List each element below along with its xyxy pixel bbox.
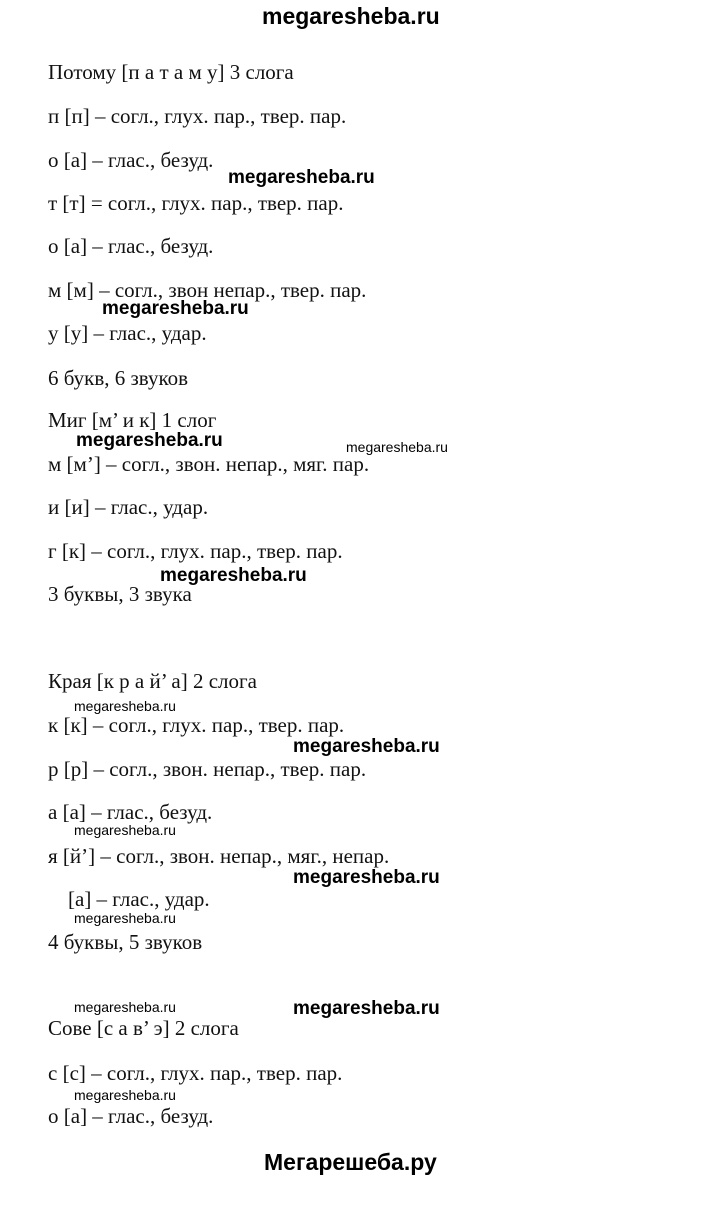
watermark: megaresheba.ru	[160, 565, 307, 586]
summary-line: 3 буквы, 3 звука	[48, 582, 192, 606]
sound-line: о [а] – глас., безуд.	[48, 1104, 214, 1128]
summary-line: 6 букв, 6 звуков	[48, 366, 189, 390]
sound-line: а [а] – глас., безуд.	[48, 800, 213, 824]
watermark: megaresheba.ru	[102, 298, 249, 319]
watermark: megaresheba.ru	[293, 867, 440, 888]
sound-line: я [й’] – согл., звон. непар., мяг., непар.	[48, 844, 390, 868]
sound-line: м [м] – согл., звон непар., твер. пар.	[48, 278, 367, 302]
watermark: megaresheba.ru	[293, 736, 440, 757]
word-header-potomu: Потому [п а т а м у] 3 слога	[48, 60, 294, 84]
sound-line: т [т] = согл., глух. пар., твер. пар.	[48, 191, 344, 215]
watermark: megaresheba.ru	[346, 439, 448, 455]
watermark: megaresheba.ru	[74, 698, 176, 714]
header-watermark: megaresheba.ru	[262, 3, 440, 29]
watermark: megaresheba.ru	[74, 822, 176, 838]
watermark: megaresheba.ru	[293, 998, 440, 1019]
sound-line: о [а] – глас., безуд.	[48, 148, 214, 172]
watermark: megaresheba.ru	[74, 999, 176, 1015]
footer-watermark: Мегарешеба.ру	[264, 1149, 437, 1175]
sound-line: [а] – глас., удар.	[68, 887, 210, 911]
sound-line: р [р] – согл., звон. непар., твер. пар.	[48, 757, 367, 781]
watermark: megaresheba.ru	[74, 1087, 176, 1103]
word-header-sove: Сове [с а в’ э] 2 слога	[48, 1016, 239, 1040]
summary-line: 4 буквы, 5 звуков	[48, 930, 203, 954]
sound-line: с [с] – согл., глух. пар., твер. пар.	[48, 1061, 343, 1085]
watermark: megaresheba.ru	[74, 910, 176, 926]
sound-line: м [м’] – согл., звон. непар., мяг. пар.	[48, 452, 370, 476]
sound-line: у [у] – глас., удар.	[48, 321, 207, 345]
watermark: megaresheba.ru	[228, 167, 375, 188]
sound-line: к [к] – согл., глух. пар., твер. пар.	[48, 713, 345, 737]
watermark: megaresheba.ru	[76, 430, 223, 451]
word-header-kraya: Края [к р а й’ а] 2 слога	[48, 669, 257, 693]
sound-line: и [и] – глас., удар.	[48, 495, 209, 519]
sound-line: п [п] – согл., глух. пар., твер. пар.	[48, 104, 347, 128]
word-header-mig: Миг [м’ и к] 1 слог	[48, 408, 217, 432]
sound-line: о [а] – глас., безуд.	[48, 234, 214, 258]
sound-line: г [к] – согл., глух. пар., твер. пар.	[48, 539, 343, 563]
